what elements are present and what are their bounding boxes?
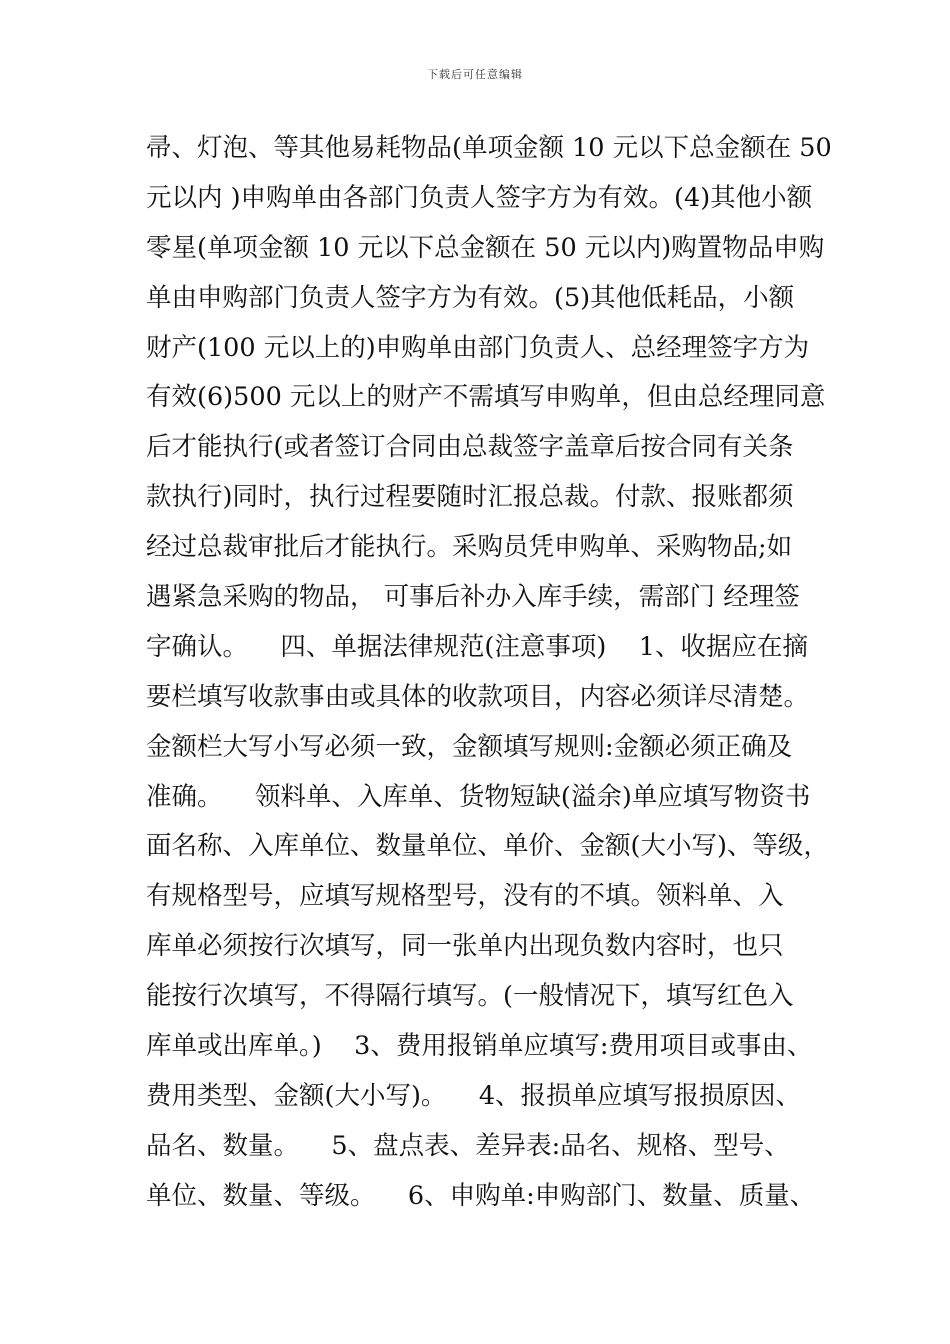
text-line: 单位、数量、等级。 6、申购单:申购部门、数量、质量、 (146, 1180, 816, 1211)
text-line: 单由申购部门负责人签字方为有效。(5)其他低耗品，小额 (146, 282, 795, 313)
text-line: 要栏填写收款事由或具体的收款项目，内容必须详尽清楚。 (146, 681, 810, 712)
text-line: 后才能执行(或者签订合同由总裁签字盖章后按合同有关条 (146, 432, 794, 463)
text-line: 面名称、入库单位、数量单位、单价、金额(大小写)、等级， (146, 831, 829, 862)
text-line: 库单或出库单。) 3、费用报销单应填写:费用项目或事由、 (146, 1031, 813, 1062)
text-line: 财产(100 元以上的)申购单由部门负责人、总经理签字方为 (146, 332, 810, 363)
text-line: 遇紧急采购的物品， 可事后补办入库手续，需部门 经理签 (146, 582, 800, 613)
text-line: 有规格型号，应填写规格型号，没有的不填。领料单、入 (146, 881, 784, 912)
text-line: 零星(单项金额 10 元以下总金额在 50 元以内)购置物品申购 (146, 232, 825, 263)
text-line: 库单必须按行次填写，同一张单内出现负数内容时，也只 (146, 931, 784, 962)
text-line: 元以内 )申购单由各部门负责人签字方为有效。(4)其他小额 (146, 182, 813, 213)
text-line: 能按行次填写，不得隔行填写。(一般情况下，填写红色入 (146, 981, 794, 1012)
page-header: 下载后可任意编辑 (427, 68, 523, 81)
text-line: 品名、数量。 5、盘点表、差异表:品名、规格、型号、 (146, 1130, 790, 1161)
text-line: 有效(6)500 元以上的财产不需填写申购单，但由总经理同意 (146, 382, 826, 413)
text-line: 经过总裁审批后才能执行。采购员凭申购单、采购物品;如 (146, 532, 793, 563)
text-line: 款执行)同时，执行过程要随时汇报总裁。付款、报账都须 (146, 482, 794, 513)
text-line: 费用类型、金额(大小写)。 4、报损单应填写报损原因、 (146, 1080, 802, 1111)
document-body (146, 130, 832, 1228)
text-line: 字确认。 四、单据法律规范(注意事项) 1、收据应在摘 (146, 631, 808, 662)
text-line: 帚、灯泡、等其他易耗物品(单项金额 10 元以下总金额在 50 (146, 133, 832, 163)
text-line: 准确。 领料单、入库单、货物短缺(溢余)单应填写物资书 (146, 781, 811, 812)
text-line: 金额栏大写小写必须一致，金额填写规则:金额必须正确及 (146, 731, 793, 762)
